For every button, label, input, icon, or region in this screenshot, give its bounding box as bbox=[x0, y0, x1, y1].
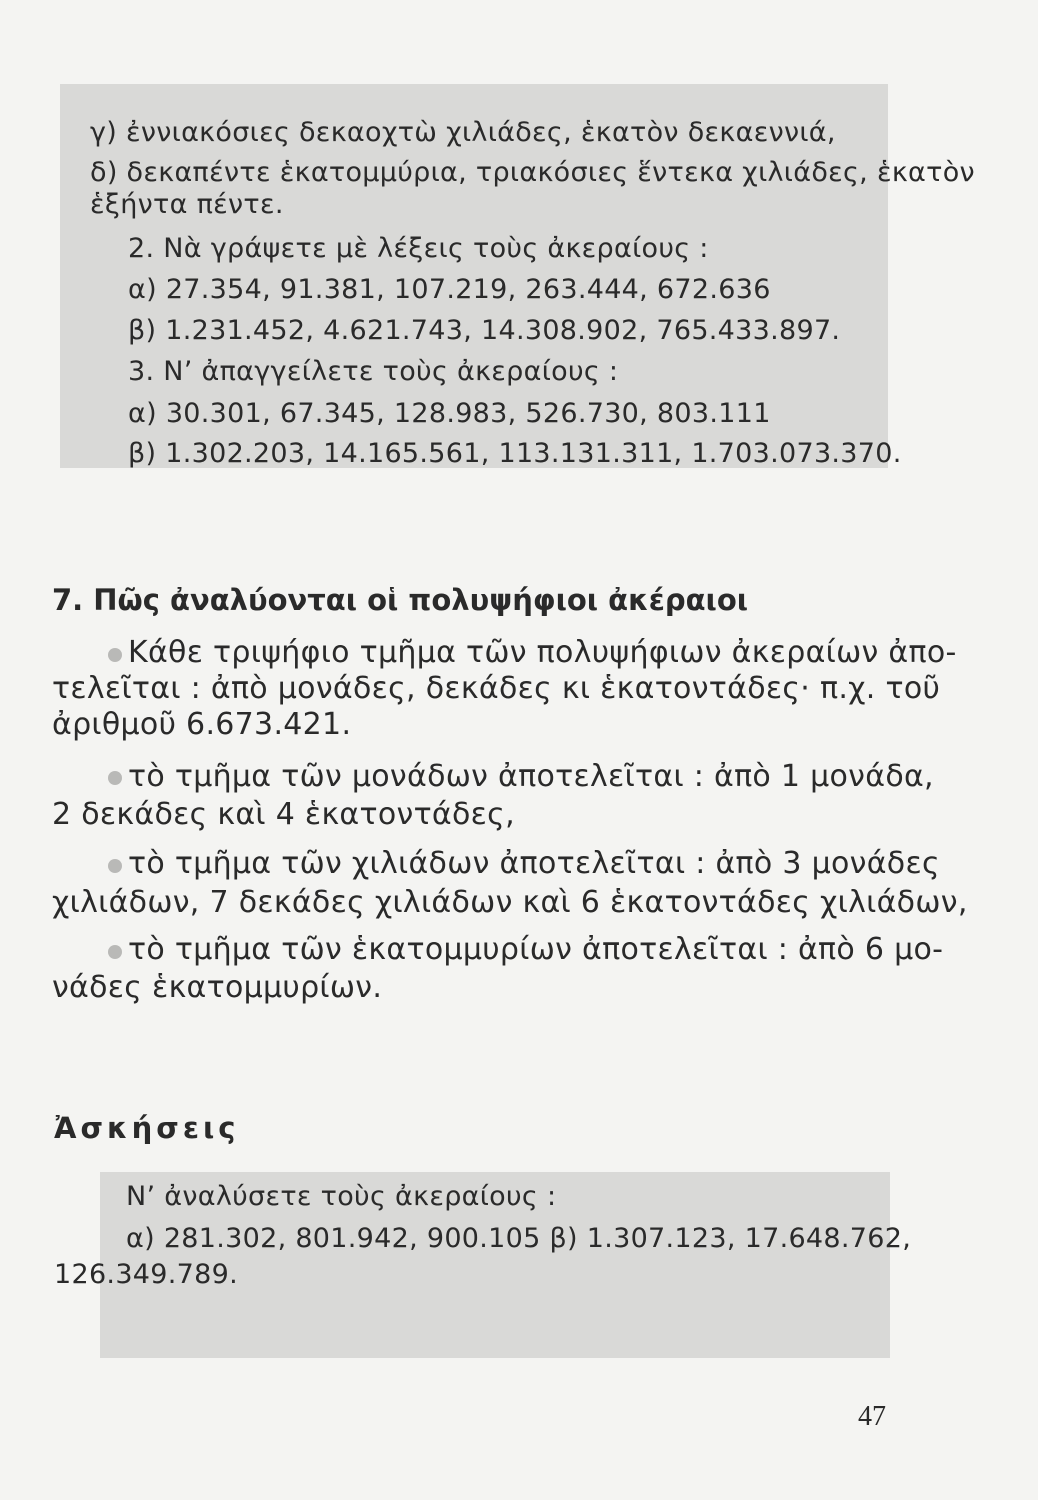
exercise-1-line-g: γ) ἐννιακόσιες δεκαοχτὼ χιλιάδες, ἑκατὸν δεκαεννιά, bbox=[90, 117, 836, 148]
exercise-2-a: α) 27.354, 91.381, 107.219, 263.444, 672.636 bbox=[128, 274, 771, 305]
exercise-3-title: 3. Ν’ ἀπαγγείλετε τοὺς ἀκεραίους : bbox=[128, 356, 619, 387]
bullet-icon bbox=[108, 771, 122, 785]
section-title: 7. Πῶς ἀναλύονται οἱ πολυψήφιοι ἀκέραιοι bbox=[52, 583, 749, 617]
bullet-icon bbox=[108, 859, 122, 873]
exercises-heading: Ἀσκήσεις bbox=[54, 1111, 240, 1145]
bullet-icon bbox=[108, 945, 122, 959]
exercise-1-line-d-cont: ἑξήντα πέντε. bbox=[90, 189, 284, 220]
paragraph-2-line-1: τὸ τμῆμα τῶν μονάδων ἀποτελεῖται : ἀπὸ 1 μονάδα, bbox=[128, 759, 934, 794]
paragraph-3-line-2: χιλιάδων, 7 δεκάδες χιλιάδων καὶ 6 ἑκατοντάδες χιλιάδων, bbox=[52, 885, 968, 920]
paragraph-1-line-2: τελεῖται : ἀπὸ μονάδες, δεκάδες κι ἑκατοντάδες· π.χ. τοῦ bbox=[52, 671, 941, 706]
paragraph-3-line-1: τὸ τμῆμα τῶν χιλιάδων ἀποτελεῖται : ἀπὸ 3 μονάδες bbox=[128, 846, 940, 881]
exercise-2-title: 2. Νὰ γράψετε μὲ λέξεις τοὺς ἀκεραίους : bbox=[128, 233, 709, 264]
paragraph-4-line-2: νάδες ἑκατομμυρίων. bbox=[52, 970, 383, 1005]
page-number: 47 bbox=[858, 1401, 886, 1432]
exercise-2-b: β) 1.231.452, 4.621.743, 14.308.902, 765.433.897. bbox=[128, 315, 841, 346]
exercises-line-1: α) 281.302, 801.942, 900.105 β) 1.307.123, 17.648.762, bbox=[126, 1223, 912, 1254]
paragraph-4-line-1: τὸ τμῆμα τῶν ἑκατομμυρίων ἀποτελεῖται : ἀπὸ 6 μο- bbox=[128, 932, 944, 967]
exercises-instruction: Ν’ ἀναλύσετε τοὺς ἀκεραίους : bbox=[126, 1181, 557, 1212]
exercise-3-b: β) 1.302.203, 14.165.561, 113.131.311, 1.703.073.370. bbox=[128, 438, 902, 469]
bullet-icon bbox=[108, 648, 122, 662]
paragraph-1-line-3: ἀριθμοῦ 6.673.421. bbox=[52, 707, 352, 742]
exercise-1-line-d: δ) δεκαπέντε ἑκατομμύρια, τριακόσιες ἕντεκα χιλιάδες, ἑκατὸν bbox=[90, 157, 975, 188]
exercise-3-a: α) 30.301, 67.345, 128.983, 526.730, 803.111 bbox=[128, 398, 771, 429]
exercises-line-2: 126.349.789. bbox=[54, 1259, 238, 1290]
paragraph-1-line-1: Κάθε τριψήφιο τμῆμα τῶν πολυψήφιων ἀκεραίων ἀπο- bbox=[128, 635, 957, 670]
paragraph-2-line-2: 2 δεκάδες καὶ 4 ἑκατοντάδες, bbox=[52, 797, 515, 832]
